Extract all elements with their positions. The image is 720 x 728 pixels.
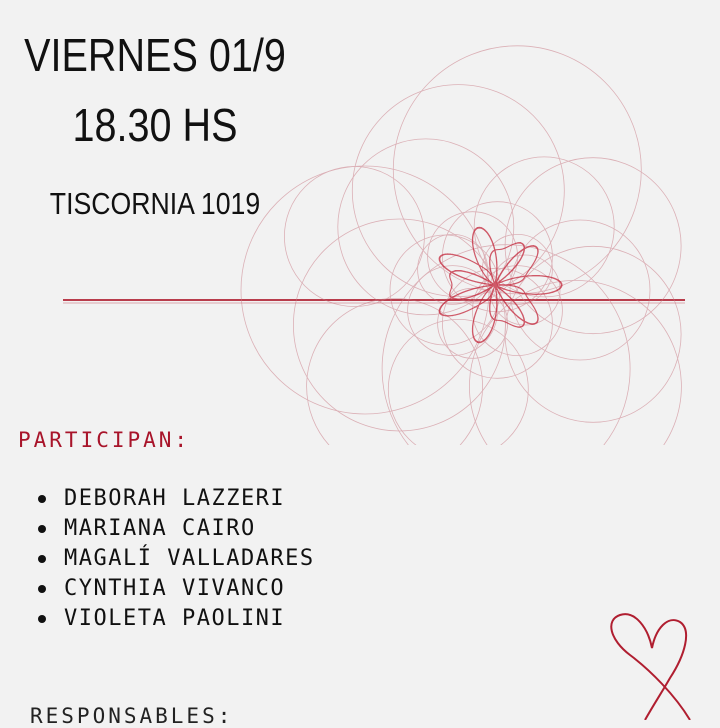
participants-heading: PARTICIPAN: xyxy=(18,428,191,452)
responsables-heading: RESPONSABLES: xyxy=(30,704,234,728)
outer-ring xyxy=(284,167,424,307)
list-item: VIOLETA PAOLINI xyxy=(38,604,315,634)
event-day: VIERNES 01/9 xyxy=(24,29,286,81)
event-venue: TISCORNIA 1019 xyxy=(49,186,261,221)
event-time: 18.30 HS xyxy=(72,99,238,151)
list-item: MAGALÍ VALLADARES xyxy=(38,544,315,574)
list-item: DEBORAH LAZZERI xyxy=(38,484,315,514)
list-item: MARIANA CAIRO xyxy=(38,514,315,544)
red-ribbon-decoration xyxy=(590,600,720,720)
list-item: CYNTHIA VIVANCO xyxy=(38,574,315,604)
red-spiral-artwork xyxy=(55,0,720,445)
participants-list xyxy=(38,484,315,634)
outer-ring xyxy=(388,319,528,445)
outer-ring xyxy=(505,246,681,422)
outer-ring xyxy=(338,139,514,315)
